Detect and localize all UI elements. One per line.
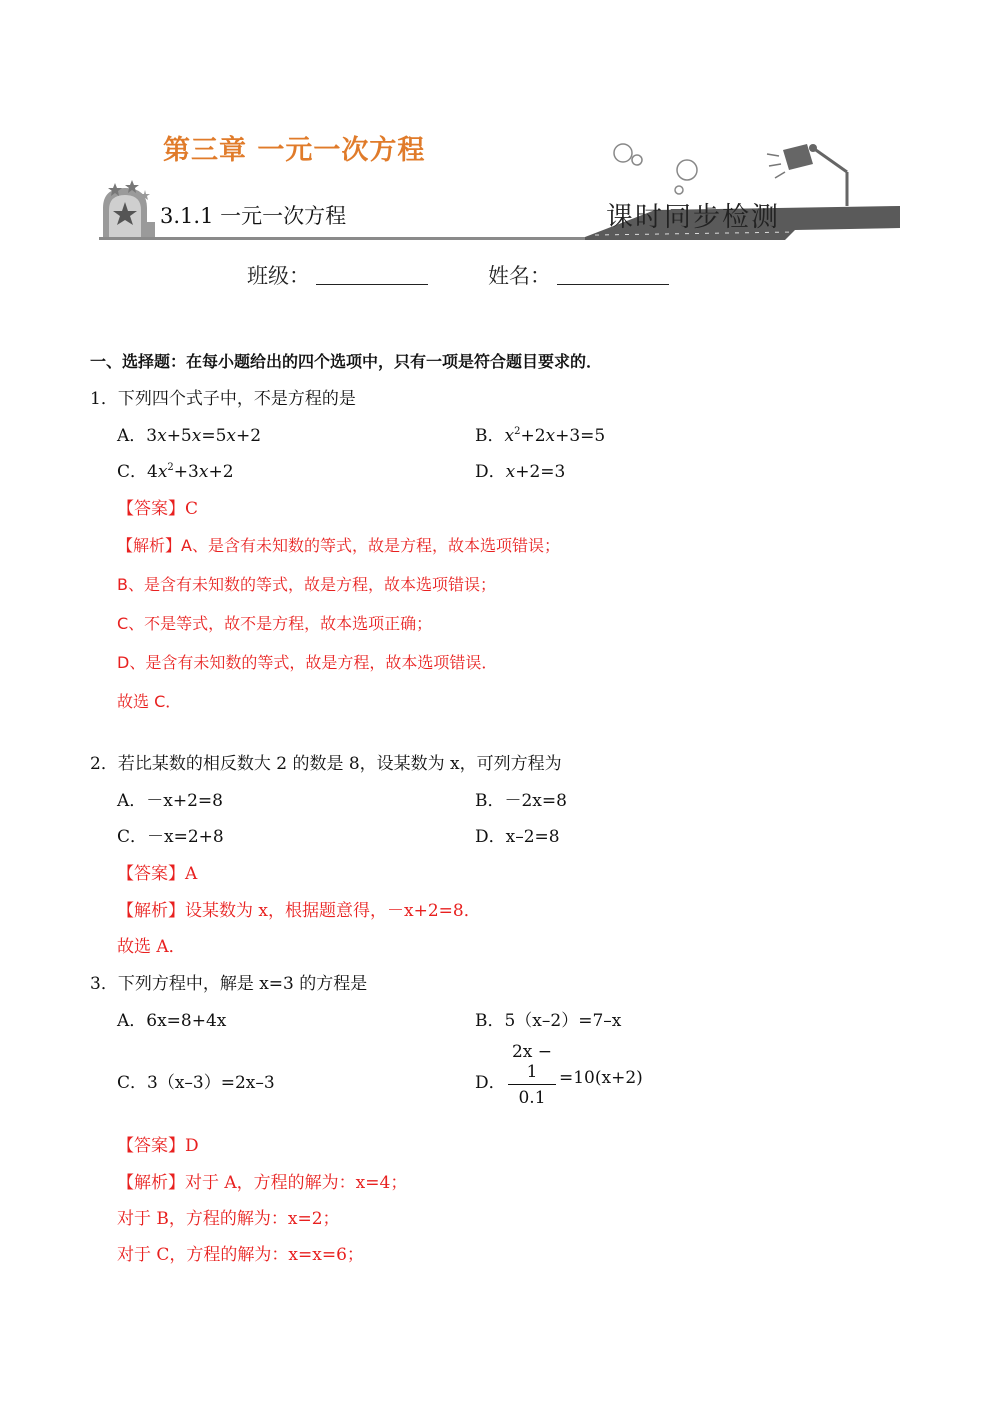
q1-option-a: A．3x+5x=5x+2 bbox=[117, 426, 262, 446]
q1-answer: 【答案】C bbox=[117, 499, 199, 519]
q3-option-d-rest: =10(x+2) bbox=[559, 1068, 643, 1088]
q1-analysis-line: 【解析】A、是含有未知数的等式，故是方程，故本选项错误； bbox=[117, 536, 560, 555]
q2-option-b: B．－2x=8 bbox=[475, 791, 567, 811]
q1-option-b: B．$x^2+2x+3=5$ bbox=[475, 426, 606, 446]
q3-analysis-line: 对于 C，方程的解为：x=x=6； bbox=[117, 1245, 364, 1265]
q3-option-b: B．5（x–2）=7–x bbox=[475, 1011, 622, 1031]
q2-stem: 2．若比某数的相反数大 2 的数是 8，设某数为 x，可列方程为 bbox=[90, 754, 562, 774]
q2-analysis-line: 【解析】设某数为 x，根据题意得，－x+2=8． bbox=[117, 901, 481, 921]
q2-option-a: A．－x+2=8 bbox=[117, 791, 223, 811]
class-field bbox=[247, 260, 428, 290]
name-label: 姓名： bbox=[488, 264, 551, 288]
q1-stem: 1．下列四个式子中，不是方程的是 bbox=[90, 389, 356, 409]
class-label: 班级： bbox=[247, 264, 310, 288]
q3-stem: 3．下列方程中，解是 x=3 的方程是 bbox=[90, 974, 368, 994]
name-field bbox=[488, 260, 669, 290]
q3-answer: 【答案】D bbox=[117, 1136, 199, 1156]
q3-option-c: C．3（x–3）=2x–3 bbox=[117, 1073, 275, 1093]
q3-option-d-fraction bbox=[508, 1042, 556, 1108]
name-blank bbox=[557, 283, 669, 285]
fraction-denominator: 0.1 bbox=[518, 1088, 546, 1108]
q1-analysis-line: D、是含有未知数的等式，故是方程，故本选项错误． bbox=[117, 653, 498, 672]
q2-analysis-line: 故选 A． bbox=[117, 937, 186, 957]
star-badge-icon bbox=[103, 180, 155, 238]
class-blank bbox=[316, 283, 428, 285]
banner-title: 课时同步检测 bbox=[606, 202, 780, 233]
q1-analysis-line: 故选 C． bbox=[117, 692, 182, 711]
q3-option-a: A．6x=8+4x bbox=[117, 1011, 227, 1031]
q1-analysis-line: B、是含有未知数的等式，故是方程，故本选项错误； bbox=[117, 575, 496, 594]
q1-analysis-line: C、不是等式，故不是方程，故本选项正确； bbox=[117, 614, 433, 633]
q2-option-c: C．－x=2+8 bbox=[117, 827, 224, 847]
q2-option-d: D．x–2=8 bbox=[475, 827, 560, 847]
q3-analysis-line: 对于 B，方程的解为：x=2； bbox=[117, 1209, 340, 1229]
chapter-title: 第三章 一元一次方程 bbox=[163, 135, 426, 166]
q2-answer: 【答案】A bbox=[117, 864, 198, 884]
q1-option-d: D．x+2=3 bbox=[475, 462, 566, 482]
q1-option-c: C．$4x^2+3x+2$ bbox=[117, 462, 234, 482]
q3-option-d-label: D． bbox=[475, 1073, 506, 1093]
fraction-numerator: 2x − 1 bbox=[508, 1042, 556, 1085]
section-title: 3.1.1 一元一次方程 bbox=[160, 204, 347, 228]
q3-analysis-line: 【解析】对于 A，方程的解为：x=4； bbox=[117, 1173, 408, 1193]
section-heading: 一、选择题：在每小题给出的四个选项中，只有一项是符合题目要求的． bbox=[90, 352, 603, 371]
